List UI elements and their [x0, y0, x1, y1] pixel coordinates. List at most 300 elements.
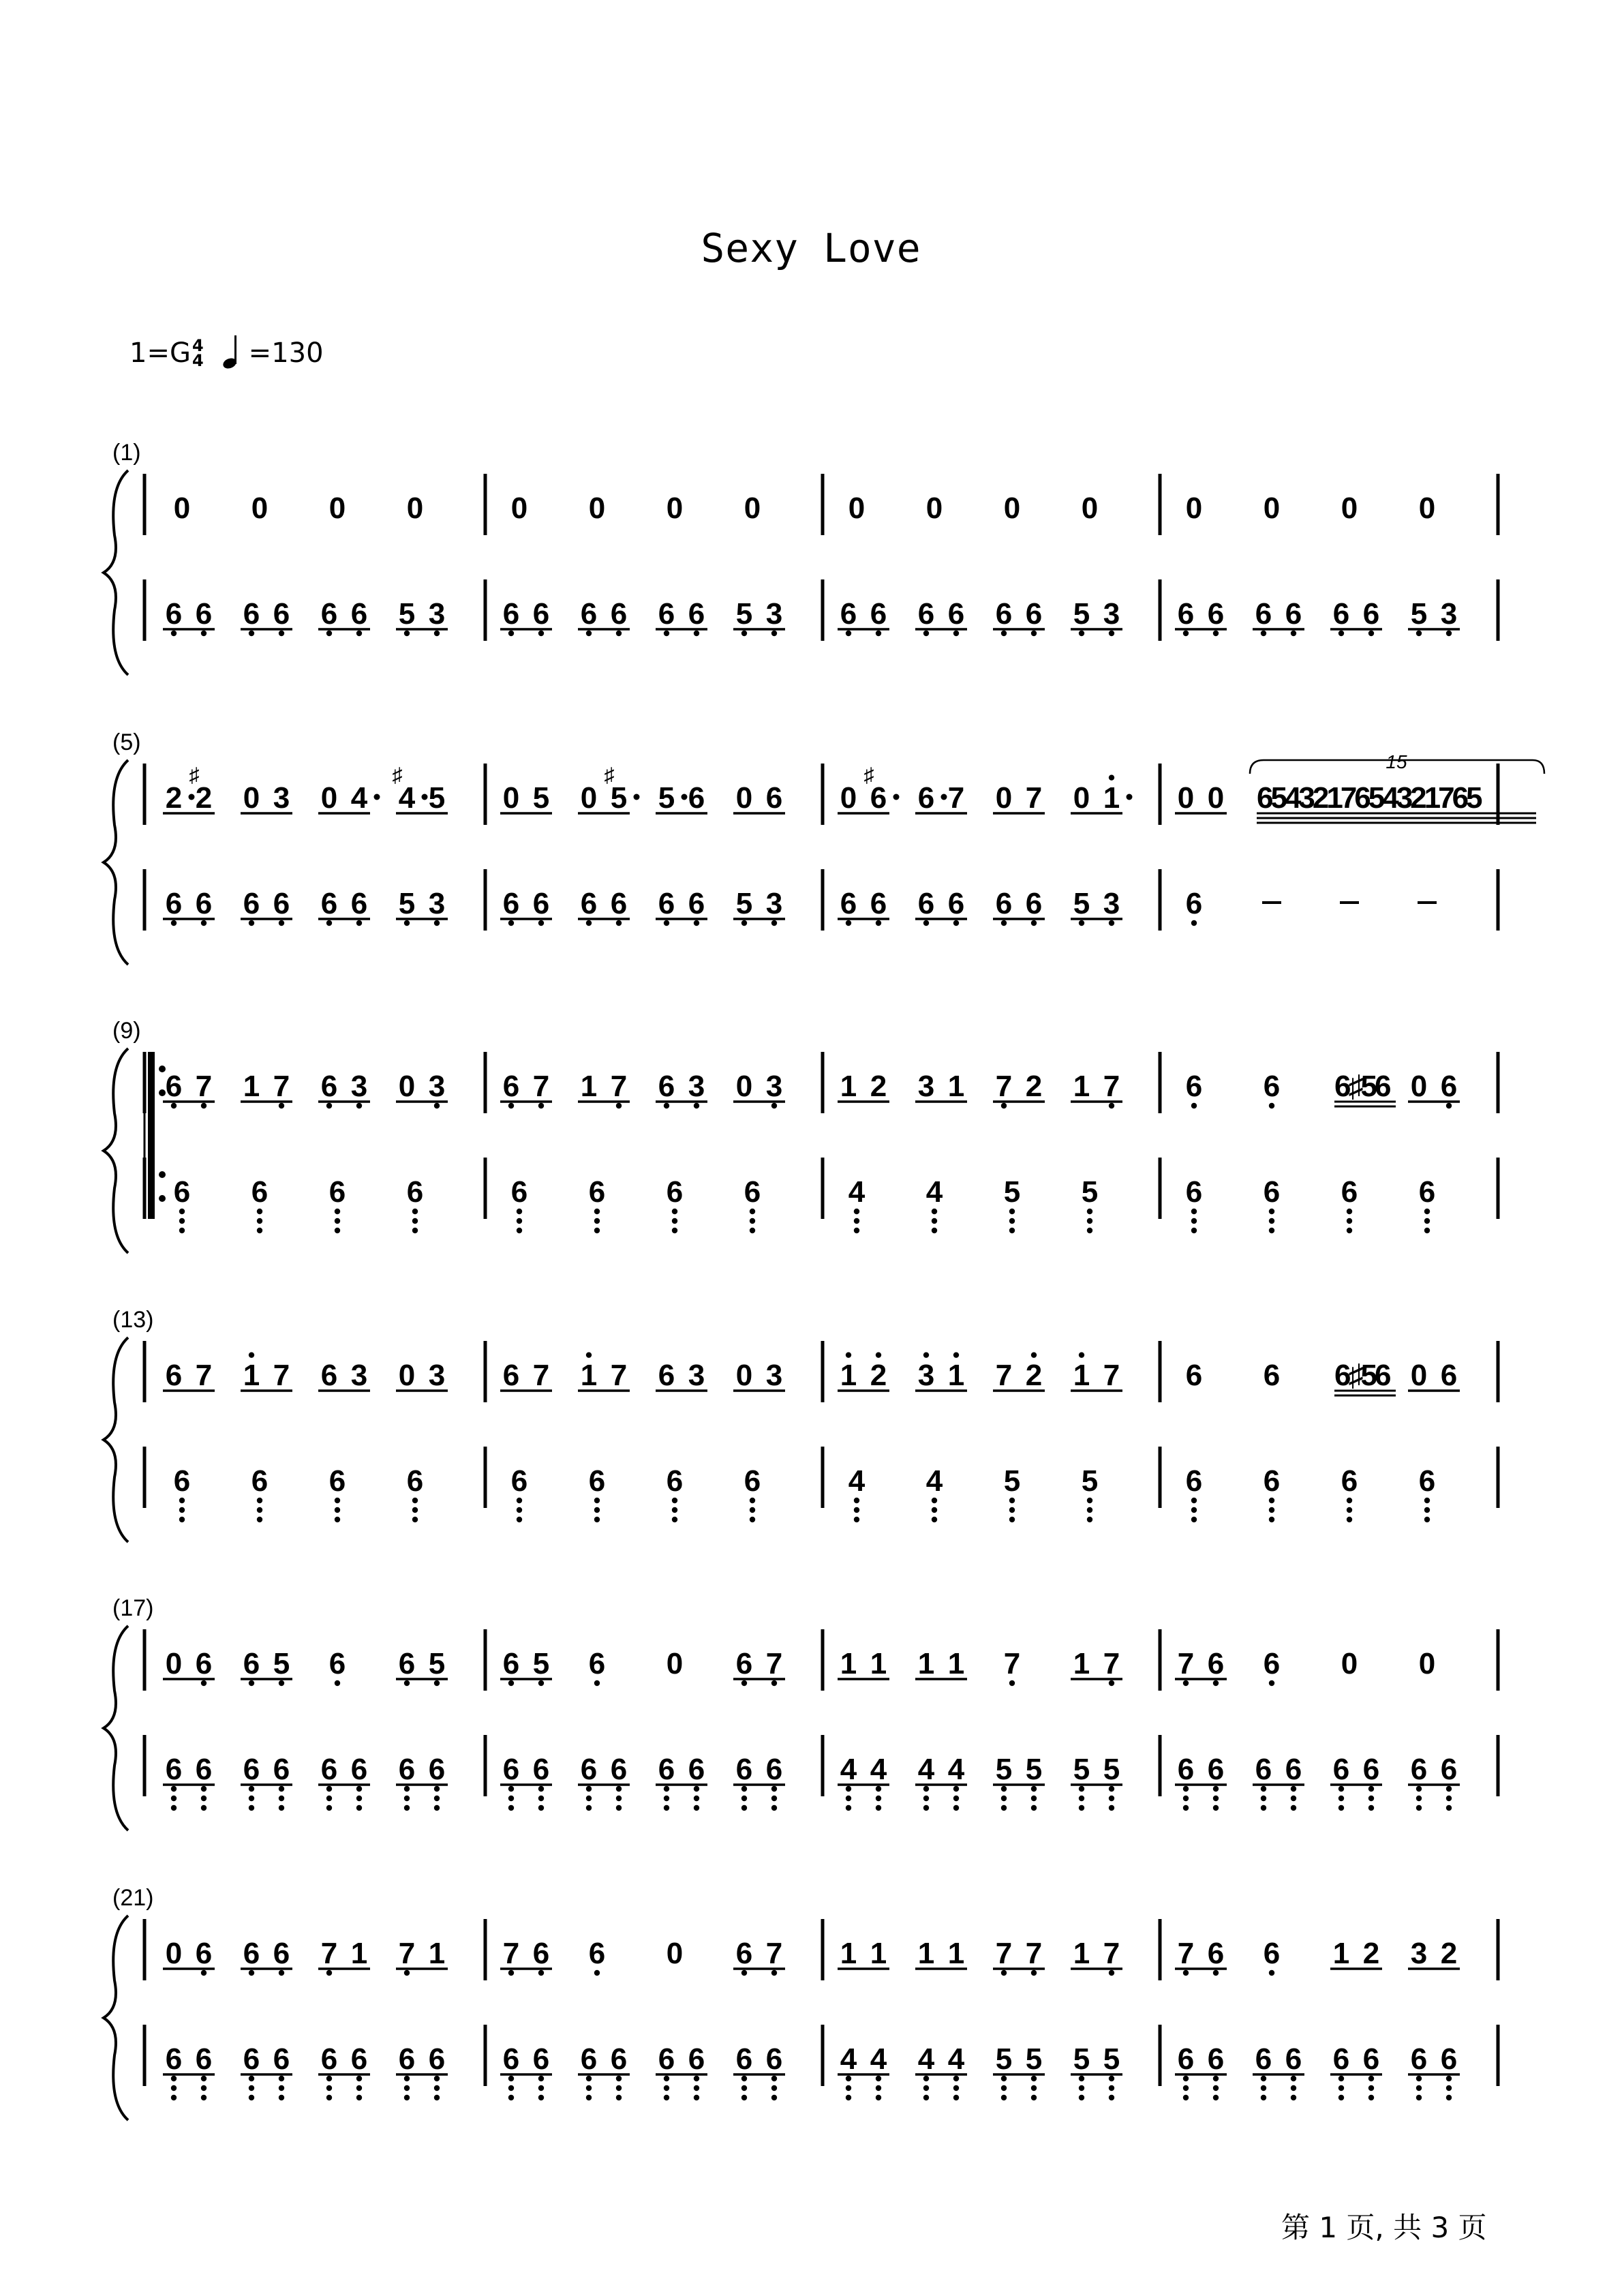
note-number: 6 — [735, 1647, 753, 1680]
note-number: 6 — [580, 887, 598, 920]
note-number: 0 — [666, 492, 684, 525]
note-number: 5 — [658, 781, 675, 815]
octave-dot — [586, 631, 592, 636]
note-number: 0 — [580, 781, 598, 815]
octave-dot — [508, 631, 514, 636]
staff-brace — [104, 1338, 128, 1542]
octave-dot — [434, 920, 440, 926]
note-number: 6 — [243, 1937, 260, 1970]
octave-dot — [201, 1796, 206, 1801]
octave-dot — [616, 920, 622, 926]
octave-dot — [953, 2076, 959, 2081]
note-number: 6 — [320, 597, 338, 631]
octave-dot — [1446, 1796, 1452, 1801]
octave-dot — [586, 920, 592, 926]
octave-dot — [1269, 1507, 1274, 1513]
octave-dot — [932, 1209, 937, 1214]
octave-dot — [508, 1970, 514, 1976]
octave-dot — [616, 2076, 622, 2081]
note-group: 6♯56 — [1334, 1359, 1389, 1392]
octave-dot — [1261, 1796, 1266, 1801]
note-number: 6 — [1362, 597, 1380, 631]
octave-dot — [171, 2076, 177, 2081]
note-number: 7 — [1025, 781, 1043, 815]
note-number: 1 — [840, 1070, 857, 1103]
octave-dot — [1191, 920, 1197, 926]
octave-dot — [1368, 631, 1374, 636]
note-number: 1 — [1332, 1937, 1350, 1970]
note-number: 6 — [995, 887, 1013, 920]
octave-dot — [854, 1498, 859, 1503]
octave-dot — [854, 1517, 859, 1522]
note-number: 6 — [165, 1359, 183, 1392]
octave-dot — [1338, 2076, 1344, 2081]
octave-dot — [1424, 1498, 1430, 1503]
note-number: 5 — [1081, 1464, 1099, 1498]
octave-dot — [257, 1507, 262, 1513]
octave-dot — [1087, 1517, 1092, 1522]
octave-dot — [508, 2095, 514, 2100]
octave-dot — [953, 920, 959, 926]
note-number: 7 — [273, 1359, 290, 1392]
note-number: 7 — [1103, 1359, 1120, 1392]
octave-dot — [1416, 1805, 1422, 1811]
octave-dot — [1109, 1103, 1114, 1108]
note-number: 1 — [840, 1359, 857, 1392]
octave-dot — [517, 1498, 522, 1503]
note-number: 7 — [532, 1070, 550, 1103]
octave-dot — [586, 2085, 592, 2091]
octave-dot — [1031, 1970, 1037, 1976]
octave-dot — [1183, 1970, 1189, 1976]
octave-dot — [664, 920, 669, 926]
octave-dot — [179, 1228, 185, 1233]
note-number: 5 — [735, 597, 753, 631]
octave-dot — [694, 1786, 699, 1792]
octave-dot — [771, 1796, 777, 1801]
note-number: 6 — [273, 1937, 290, 1970]
octave-dot — [771, 1786, 777, 1792]
page-footer: 第 1 页, 共 3 页 — [1281, 2211, 1487, 2244]
note-number: 6 — [1207, 1753, 1225, 1786]
note-number: 0 — [165, 1647, 183, 1680]
note-number: 6 — [1418, 1464, 1436, 1498]
note-number: 1 — [917, 1937, 935, 1970]
octave-dot — [404, 2076, 410, 2081]
octave-dot — [356, 2076, 362, 2081]
octave-dot — [664, 1805, 669, 1811]
note-number: 2 — [1440, 1937, 1458, 1970]
octave-dot — [750, 1507, 755, 1513]
note-number: 6 — [1025, 597, 1043, 631]
octave-dot — [750, 1517, 755, 1522]
octave-dot — [326, 2076, 332, 2081]
octave-dot — [1416, 631, 1422, 636]
octave-dot — [335, 1209, 340, 1214]
staff-brace — [104, 1626, 128, 1830]
note-number: 6 — [165, 1753, 183, 1786]
note-number: 7 — [1025, 1937, 1043, 1970]
note-number: 1 — [870, 1647, 887, 1680]
octave-dot — [1031, 920, 1037, 926]
note-number: 1 — [840, 1647, 857, 1680]
octave-dot — [876, 1796, 881, 1801]
octave-dot — [179, 1507, 185, 1513]
octave-dot — [923, 2085, 929, 2091]
note-number: 6 — [173, 1175, 191, 1209]
octave-dot — [1031, 1805, 1037, 1811]
octave-dot — [1079, 2095, 1084, 2100]
note-number: 1 — [1073, 1937, 1090, 1970]
note-number: 6 — [406, 1464, 424, 1498]
octave-dot — [1368, 2076, 1374, 2081]
note-number: 0 — [251, 492, 269, 525]
octave-dot — [434, 1786, 440, 1792]
octave-dot — [1269, 1970, 1274, 1976]
note-number: 5 — [1081, 1175, 1099, 1209]
note-number: 3 — [350, 1359, 368, 1392]
octave-dot — [1416, 2085, 1422, 2091]
octave-dot — [953, 2085, 959, 2091]
octave-dot — [434, 1805, 440, 1811]
note-number: 6 — [947, 597, 965, 631]
octave-dot — [335, 1228, 340, 1233]
key-signature: 1=G — [129, 337, 191, 369]
octave-dot — [1109, 920, 1114, 926]
note-number: 2 — [165, 781, 183, 815]
note-number: 6 — [243, 1753, 260, 1786]
note-number: 0 — [995, 781, 1013, 815]
note-number: 5 — [1025, 1753, 1043, 1786]
note-number: 6 — [1285, 1753, 1302, 1786]
note-number: 6 — [744, 1175, 761, 1209]
note-number: 6 — [1332, 2042, 1350, 2076]
octave-dot — [1261, 2095, 1266, 2100]
octave-dot — [356, 1786, 362, 1792]
note-number: 0 — [165, 1937, 183, 1970]
octave-dot — [434, 631, 440, 636]
octave-dot — [1338, 1796, 1344, 1801]
note-number: 6 — [1263, 1359, 1281, 1392]
note-number: 6 — [744, 1464, 761, 1498]
note-number: 6 — [610, 597, 628, 631]
octave-dot — [741, 1786, 747, 1792]
measure-number-label: (5) — [112, 729, 141, 755]
octave-dot — [538, 1786, 544, 1792]
note-number: 6 — [173, 1464, 191, 1498]
note-number: 3 — [765, 597, 783, 631]
octave-dot — [594, 1498, 600, 1503]
octave-dot — [594, 1228, 600, 1233]
note-number: 7 — [532, 1359, 550, 1392]
note-number: 6 — [195, 1647, 213, 1680]
note-number: 6 — [273, 2042, 290, 2076]
octave-dot — [201, 631, 206, 636]
note-number: 1 — [350, 1937, 368, 1970]
note-group: 6543217654321765 — [1257, 781, 1480, 815]
octave-dot — [538, 1970, 544, 1976]
octave-dot — [1109, 631, 1114, 636]
octave-dot — [923, 1796, 929, 1801]
octave-dot — [1368, 1805, 1374, 1811]
note-number: 6 — [350, 1753, 368, 1786]
octave-dot — [1368, 2095, 1374, 2100]
note-number: 7 — [398, 1937, 416, 1970]
octave-dot — [201, 1970, 206, 1976]
octave-dot — [846, 1805, 851, 1811]
octave-dot — [1109, 774, 1114, 780]
augmentation-dot — [893, 794, 900, 800]
note-number: 6 — [510, 1175, 528, 1209]
note-number: 7 — [1177, 1937, 1195, 1970]
octave-dot — [356, 1805, 362, 1811]
note-number: 7 — [1177, 1647, 1195, 1680]
note-number: 6 — [765, 781, 783, 815]
octave-dot — [508, 1786, 514, 1792]
octave-dot — [923, 2095, 929, 2100]
octave-dot — [335, 1680, 340, 1686]
note-number: 4 — [848, 1464, 866, 1498]
staff-brace — [104, 1048, 128, 1253]
octave-dot — [257, 1517, 262, 1522]
note-number: 6 — [165, 1070, 183, 1103]
note-number: 1 — [428, 1937, 446, 1970]
octave-dot — [923, 1786, 929, 1792]
time-signature-bottom: 4 — [192, 351, 204, 370]
octave-dot — [1191, 1498, 1197, 1503]
note-number: 6 — [870, 597, 887, 631]
octave-dot — [1109, 2095, 1114, 2100]
octave-dot — [876, 1805, 881, 1811]
note-number: 6 — [1362, 1753, 1380, 1786]
note-number: 4 — [870, 2042, 887, 2076]
note-number: 0 — [1081, 492, 1099, 525]
note-number: 6 — [588, 1464, 606, 1498]
octave-dot — [1347, 1218, 1352, 1224]
note-number: 6 — [1410, 1753, 1428, 1786]
octave-dot — [672, 1209, 677, 1214]
octave-dot — [279, 1796, 284, 1801]
note-number: 6 — [1207, 1937, 1225, 1970]
note-number: 6 — [1362, 2042, 1380, 2076]
note-number: 6 — [735, 1937, 753, 1970]
octave-dot — [664, 1103, 669, 1108]
note-number: 1 — [243, 1359, 260, 1392]
octave-dot — [771, 1103, 777, 1108]
octave-dot — [326, 1805, 332, 1811]
octave-dot — [771, 1680, 777, 1686]
octave-dot — [257, 1209, 262, 1214]
repeat-dot — [159, 1066, 166, 1072]
note-number: 0 — [406, 492, 424, 525]
octave-dot — [1109, 1786, 1114, 1792]
note-number: 0 — [1341, 1647, 1358, 1680]
octave-dot — [672, 1517, 677, 1522]
octave-dot — [517, 1507, 522, 1513]
note-number: 6 — [840, 887, 857, 920]
octave-dot — [594, 1209, 600, 1214]
measure-number-label: (17) — [112, 1595, 154, 1621]
octave-dot — [1269, 1680, 1274, 1686]
note-number: 1 — [947, 1070, 965, 1103]
note-number: 2 — [195, 781, 213, 815]
octave-dot — [279, 1103, 284, 1108]
note-number: 6 — [1185, 1359, 1203, 1392]
tuplet-number: 15 — [1386, 751, 1407, 772]
note-number: 2 — [1362, 1937, 1380, 1970]
octave-dot — [771, 1970, 777, 1976]
augmentation-dot — [682, 794, 688, 800]
octave-dot — [953, 1786, 959, 1792]
note-number: 3 — [1410, 1937, 1428, 1970]
octave-dot — [953, 631, 959, 636]
note-number: 0 — [1207, 781, 1225, 815]
octave-dot — [404, 1786, 410, 1792]
octave-dot — [1368, 2085, 1374, 2091]
octave-dot — [1191, 1218, 1197, 1224]
octave-dot — [1183, 2085, 1189, 2091]
note-number: 6 — [532, 1753, 550, 1786]
note-number: 7 — [195, 1359, 213, 1392]
note-number: 6 — [195, 2042, 213, 2076]
note-number: 5 — [532, 781, 550, 815]
octave-dot — [257, 1218, 262, 1224]
tempo-value: =130 — [248, 337, 324, 369]
note-number: 6 — [532, 887, 550, 920]
octave-dot — [932, 1517, 937, 1522]
measure-number-label: (21) — [112, 1885, 154, 1911]
note-number: 6 — [350, 597, 368, 631]
octave-dot — [1031, 2085, 1037, 2091]
octave-dot — [1291, 2095, 1296, 2100]
note-group: 6♯56 — [1334, 1070, 1389, 1103]
note-number: 6 — [1410, 2042, 1428, 2076]
note-number: 5 — [398, 887, 416, 920]
note-number: 4 — [917, 1753, 935, 1786]
octave-dot — [1213, 631, 1219, 636]
octave-dot — [1109, 1680, 1114, 1686]
note-number: 0 — [243, 781, 260, 815]
octave-dot — [1446, 631, 1452, 636]
octave-dot — [854, 1209, 859, 1214]
octave-dot — [923, 631, 929, 636]
note-number: 5 — [1073, 2042, 1090, 2076]
note-number: 3 — [273, 781, 290, 815]
note-number: 3 — [688, 1359, 705, 1392]
octave-dot — [854, 1218, 859, 1224]
octave-dot — [538, 2095, 544, 2100]
octave-dot — [1368, 1796, 1374, 1801]
octave-dot — [741, 1970, 747, 1976]
note-number: 6 — [840, 597, 857, 631]
octave-dot — [594, 1507, 600, 1513]
octave-dot — [586, 2076, 592, 2081]
note-number: 6 — [320, 1359, 338, 1392]
octave-dot — [846, 631, 851, 636]
octave-dot — [923, 1352, 929, 1357]
note-number: 1 — [1073, 1070, 1090, 1103]
note-number: 6 — [1255, 2042, 1272, 2076]
octave-dot — [412, 1498, 418, 1503]
octave-dot — [953, 1352, 959, 1357]
octave-dot — [1109, 1805, 1114, 1811]
note-number: 1 — [947, 1359, 965, 1392]
octave-dot — [326, 1970, 332, 1976]
octave-dot — [932, 1507, 937, 1513]
octave-dot — [517, 1517, 522, 1522]
note-number: 6 — [658, 2042, 675, 2076]
octave-dot — [517, 1209, 522, 1214]
note-number: 6 — [1025, 887, 1043, 920]
note-number: 2 — [1025, 1070, 1043, 1103]
note-number: 6 — [1341, 1464, 1358, 1498]
octave-dot — [326, 2095, 332, 2100]
octave-dot — [1269, 1103, 1274, 1108]
note-number: 6 — [1263, 1464, 1281, 1498]
note-number: 6 — [273, 887, 290, 920]
octave-dot — [1001, 1786, 1007, 1792]
octave-dot — [1446, 2076, 1452, 2081]
octave-dot — [434, 1680, 440, 1686]
octave-dot — [741, 2085, 747, 2091]
note-number: 0 — [588, 492, 606, 525]
octave-dot — [1291, 1805, 1296, 1811]
note-number: 6 — [1440, 1359, 1458, 1392]
note-number: 6 — [532, 2042, 550, 2076]
octave-dot — [750, 1498, 755, 1503]
note-number: 1 — [580, 1359, 598, 1392]
note-number: 6 — [320, 2042, 338, 2076]
note-number: 3 — [1440, 597, 1458, 631]
octave-dot — [356, 1103, 362, 1108]
octave-dot — [1183, 1786, 1189, 1792]
octave-dot — [932, 1218, 937, 1224]
octave-dot — [750, 1218, 755, 1224]
note-number: 0 — [840, 781, 857, 815]
octave-dot — [335, 1517, 340, 1522]
octave-dot — [1191, 1517, 1197, 1522]
note-number: 1 — [1103, 781, 1120, 815]
note-number: 5 — [1003, 1464, 1021, 1498]
note-number: 6 — [1263, 1070, 1281, 1103]
octave-dot — [1213, 2076, 1219, 2081]
note-number: 7 — [995, 1070, 1013, 1103]
octave-dot — [538, 1680, 544, 1686]
note-number: 6 — [1255, 1753, 1272, 1786]
octave-dot — [326, 1103, 332, 1108]
note-number: 6 — [688, 597, 705, 631]
note-number: 6 — [532, 1937, 550, 1970]
octave-dot — [1109, 1970, 1114, 1976]
octave-dot — [1213, 2085, 1219, 2091]
note-number: 5 — [1103, 2042, 1120, 2076]
note-number: 6 — [688, 1753, 705, 1786]
octave-dot — [404, 1796, 410, 1801]
page-title: Sexy Love — [701, 225, 921, 271]
note-number: 5 — [1073, 597, 1090, 631]
note-number: 6 — [658, 1753, 675, 1786]
octave-dot — [664, 2076, 669, 2081]
note-number: 3 — [917, 1070, 935, 1103]
note-number: 5 — [1103, 1753, 1120, 1786]
octave-dot — [1079, 1352, 1084, 1357]
note-number: 0 — [1177, 781, 1195, 815]
note-number: 0 — [848, 492, 866, 525]
note-number: 0 — [173, 492, 191, 525]
octave-dot — [846, 2076, 851, 2081]
note-number: 6 — [428, 1753, 446, 1786]
octave-dot — [508, 2085, 514, 2091]
